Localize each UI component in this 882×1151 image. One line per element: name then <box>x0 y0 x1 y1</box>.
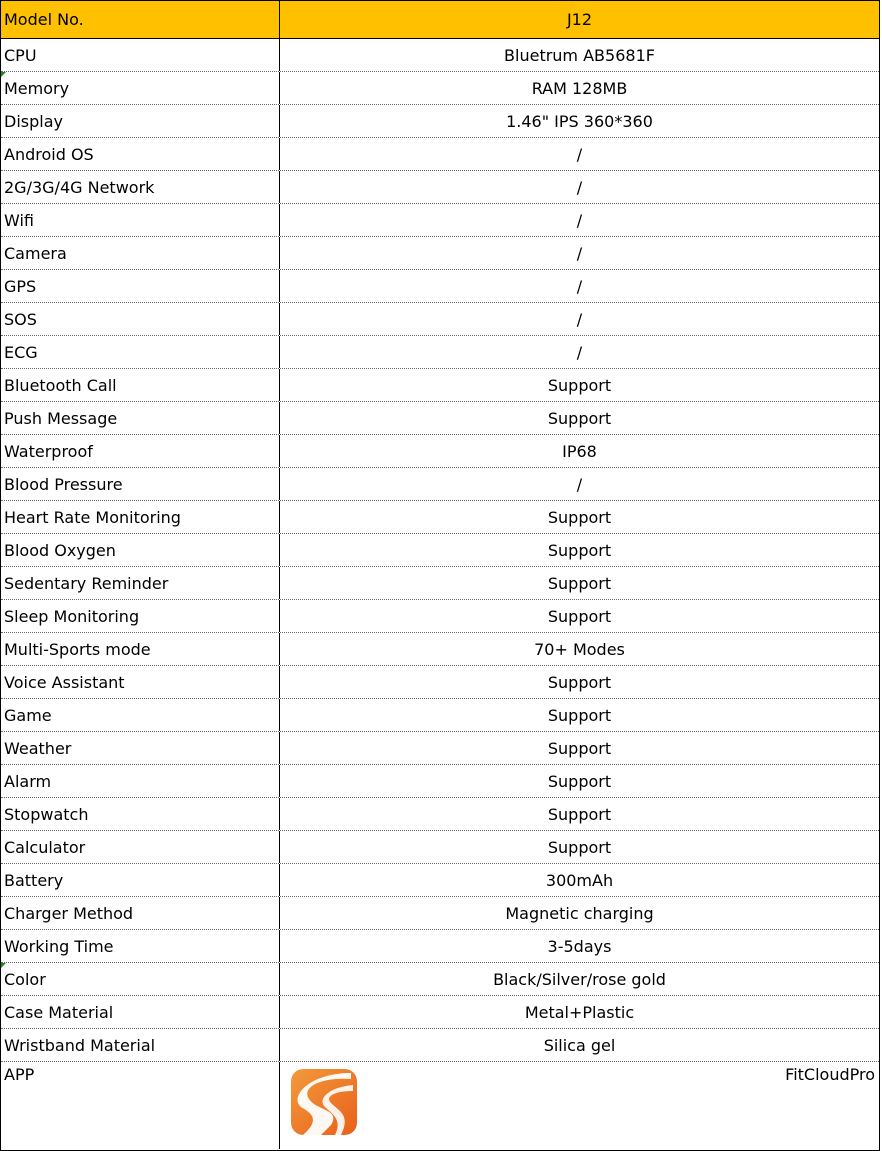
row-value: Support <box>547 375 612 395</box>
row-value: / <box>576 177 583 197</box>
table-row <box>1 600 879 633</box>
table-row <box>1 303 879 336</box>
table-row <box>1 138 879 171</box>
row-label: Case Material <box>1 996 280 1028</box>
row-label: Bluetooth Call <box>1 369 280 401</box>
table-row <box>1 237 879 270</box>
row-value: Support <box>547 705 612 725</box>
row-value: Support <box>547 672 612 692</box>
row-value: 1.46" IPS 360*360 <box>506 111 653 131</box>
table-row <box>1 930 879 963</box>
row-value: 70+ Modes <box>534 639 625 659</box>
row-label: 2G/3G/4G Network <box>1 171 280 203</box>
fitcloudpro-app-icon <box>291 1069 357 1135</box>
table-row <box>1 831 879 864</box>
row-value: 3-5days <box>547 936 612 956</box>
table-row <box>1 732 879 765</box>
row-label: ECG <box>1 336 280 368</box>
row-label: Wifi <box>1 204 280 236</box>
row-label: Memory <box>1 72 280 104</box>
table-row <box>1 765 879 798</box>
row-value: Bluetrum AB5681F <box>504 45 655 65</box>
row-value: / <box>576 276 583 296</box>
row-value: Support <box>547 738 612 758</box>
row-label: Color <box>1 963 280 995</box>
table-row <box>1 897 879 930</box>
table-row <box>1 468 879 501</box>
row-label: Display <box>1 105 280 137</box>
row-label: Heart Rate Monitoring <box>1 501 280 533</box>
cell-comment-marker <box>1 72 6 77</box>
table-row <box>1 798 879 831</box>
row-value: Metal+Plastic <box>524 1002 635 1022</box>
row-value: 300mAh <box>545 870 614 890</box>
row-label: Camera <box>1 237 280 269</box>
row-value: / <box>576 210 583 230</box>
cell-comment-marker <box>1 963 6 968</box>
row-label: Multi-Sports mode <box>1 633 280 665</box>
header-label: Model No. <box>1 1 280 38</box>
row-value-app <box>280 1062 879 1149</box>
table-header-row <box>1 1 879 39</box>
row-label: CPU <box>1 39 280 71</box>
row-label: Calculator <box>1 831 280 863</box>
row-value: / <box>576 309 583 329</box>
row-label: Waterproof <box>1 435 280 467</box>
row-label: Voice Assistant <box>1 666 280 698</box>
table-row <box>1 963 879 996</box>
table-row <box>1 435 879 468</box>
table-row <box>1 39 879 72</box>
row-label: Sedentary Reminder <box>1 567 280 599</box>
table-row <box>1 699 879 732</box>
row-label: Stopwatch <box>1 798 280 830</box>
table-row <box>1 1029 879 1062</box>
table-row <box>1 534 879 567</box>
row-label: Battery <box>1 864 280 896</box>
table-row <box>1 369 879 402</box>
header-model-value: J12 <box>566 10 593 29</box>
row-label: Charger Method <box>1 897 280 929</box>
row-label: Wristband Material <box>1 1029 280 1061</box>
table-row <box>1 402 879 435</box>
row-value: / <box>576 243 583 263</box>
row-value: / <box>576 144 583 164</box>
row-label: GPS <box>1 270 280 302</box>
row-value: Support <box>547 540 612 560</box>
table-row <box>1 501 879 534</box>
row-value: Magnetic charging <box>505 903 654 923</box>
table-row <box>1 666 879 699</box>
row-label: Blood Oxygen <box>1 534 280 566</box>
row-label: SOS <box>1 303 280 335</box>
row-label: Blood Pressure <box>1 468 280 500</box>
row-value: / <box>576 342 583 362</box>
row-value: Support <box>547 771 612 791</box>
row-label: Sleep Monitoring <box>1 600 280 632</box>
row-value: IP68 <box>562 441 597 461</box>
row-value: Support <box>547 804 612 824</box>
table-row-app <box>1 1062 879 1149</box>
table-row <box>1 567 879 600</box>
table-row <box>1 270 879 303</box>
row-value: Support <box>547 408 612 428</box>
table-body <box>1 39 879 1062</box>
row-value: Support <box>547 573 612 593</box>
row-label: Alarm <box>1 765 280 797</box>
row-value: Black/Silver/rose gold <box>493 969 666 989</box>
table-row <box>1 105 879 138</box>
app-name: FitCloudPro <box>785 1065 875 1084</box>
row-value: RAM 128MB <box>531 78 628 98</box>
table-row <box>1 996 879 1029</box>
table-row <box>1 336 879 369</box>
row-value: Silica gel <box>543 1035 616 1055</box>
row-value: Support <box>547 507 612 527</box>
row-label: Game <box>1 699 280 731</box>
row-value: Support <box>547 837 612 857</box>
row-label: Working Time <box>1 930 280 962</box>
row-value: / <box>576 474 583 494</box>
table-row <box>1 72 879 105</box>
row-value: Support <box>547 606 612 626</box>
row-label: Android OS <box>1 138 280 170</box>
table-row <box>1 864 879 897</box>
row-label: Push Message <box>1 402 280 434</box>
table-row <box>1 633 879 666</box>
row-label: Weather <box>1 732 280 764</box>
row-label-app: APP <box>1 1062 280 1149</box>
table-row <box>1 171 879 204</box>
table-row <box>1 204 879 237</box>
